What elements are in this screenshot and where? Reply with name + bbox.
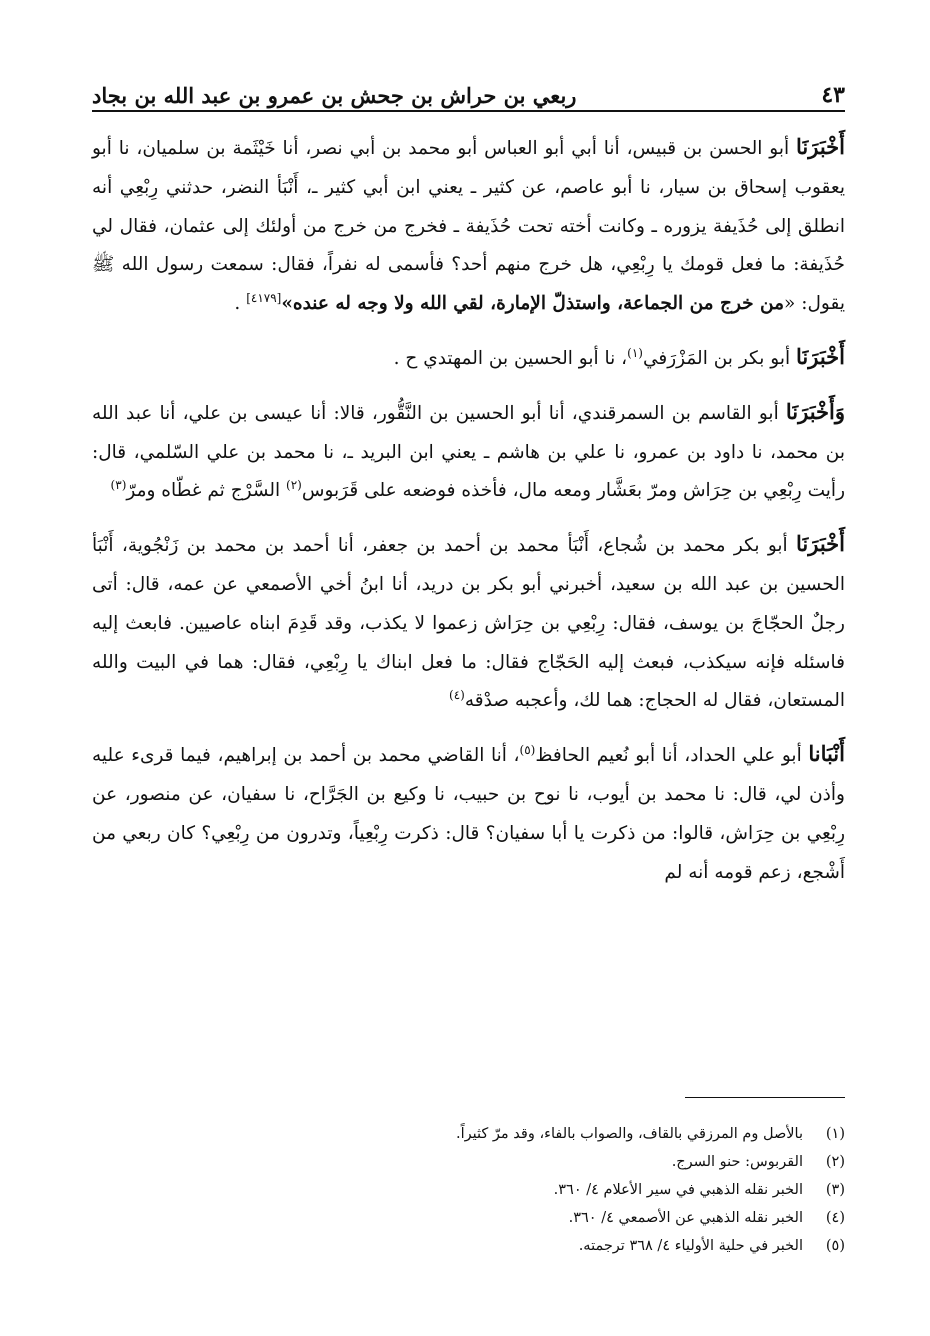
footnote-number: (٣) <box>825 1182 845 1198</box>
paragraph-text: أبو علي الحداد، أنا أبو نُعيم الحافظ <box>535 745 809 767</box>
paragraph-rest: ، أنا القاضي محمد بن أحمد بن إبراهيم، فيما قرىء عليه وأذن لي، قال: نا محمد بن أيوب، نا نوح بن حبيب، نا وكيع بن الجَرَّاح، نا سفيان، عن منصور، عن رِبْعِي بن حِرَاش، قالوا: من ذكرت يا أبا سفيان؟ قال: ذكرت رِبْعِياً، وتدرون من رِبْعِي؟ كان ربعي من أَشْجع، زعم قومه أنه لم <box>92 745 845 883</box>
footnote-marker: (١) <box>627 345 643 360</box>
footnote-marker: (٤) <box>449 688 465 703</box>
footnote-marker: (٣) <box>110 478 127 493</box>
footnote-3 <box>92 1176 845 1204</box>
running-title: ربعي بن حراش بن جحش بن عمرو بن عبد الله بن بجاد <box>92 83 577 108</box>
footnote-1 <box>92 1120 845 1148</box>
footnote-rule <box>685 1097 845 1098</box>
footnote-number: (٤) <box>825 1210 845 1226</box>
paragraph-end: . <box>234 293 247 315</box>
paragraph-lead: أَخْبَرَنَا <box>796 343 845 369</box>
hadith-quote: من خرج من الجماعة، واستذلّ الإمارة، لقي الله ولا وجه له عنده <box>292 293 785 315</box>
paragraph-text: أبو القاسم بن السمرقندي، أنا أبو الحسين بن النَّقُّور، قالا: أنا عيسى بن علي، أنا عبد الله بن محمد، نا داود بن عمرو، نا علي بن هاشم ـ يعني ابن البريد ـ، نا محمد بن علي السّلمي، قال: رأيت رِبْعِي بن حِرَاش ومرّ بعَشَّار ومعه مال، فأخذه فوضعه على قَرَبوس <box>92 402 845 502</box>
paragraph-5 <box>92 735 845 892</box>
paragraph-lead: أَنْبَانا <box>808 741 845 767</box>
footnote-text: الخبر في حلية الأولياء ٤/ ٣٦٨ ترجمته. <box>578 1238 803 1254</box>
paragraph-2 <box>92 338 845 379</box>
footnote-number: (٥) <box>825 1238 845 1254</box>
footnote-4 <box>92 1204 845 1232</box>
paragraph-lead: وَأَخْبَرَنَا <box>785 398 845 424</box>
paragraph-rest: السَّرْج ثم غطّاه ومرّ <box>126 480 287 502</box>
paragraph-lead: أَخْبَرَنَا <box>796 531 845 557</box>
footnote-text: القربوس: حنو السرج. <box>671 1154 803 1170</box>
footnote-text: الخبر نقله الذهبي عن الأصمعي ٤/ ٣٦٠. <box>568 1210 803 1226</box>
paragraph-3 <box>92 393 845 511</box>
paragraph-4 <box>92 525 845 721</box>
paragraph-lead: أَخْبَرَنَا <box>796 134 845 159</box>
footnote-number: (١) <box>825 1126 845 1142</box>
paragraph-1 <box>92 128 845 324</box>
paragraph-text: أبو بكر بن المَزْرَفي <box>642 347 797 369</box>
paragraph-text: أبو الحسن بن قبيس، أنا أبي أبو العباس أبو محمد بن أبي نصر، أنا خَيْثَمة بن سلميان، نا أبو يعقوب إسحاق بن سيار، نا أبو عاصم، عن كثير ـ يعني ابن أبي كثير ـ، أَنْبَأ النضر، حدثني رِبْعِي أنه انطلق إلى حُذَيفة يزوره ـ وكانت أخته تحت حُذَيفة ـ فخرج من خرج من أولئك إلى عثمان، فقال لي حُذَيفة: ما فعل قومك يا رِبْعِي، هل خرج منهم أحد؟ فأسمى له نفراً، فقال: سمعت رسول الله ﷺ يقول: « <box>92 138 845 315</box>
page-header <box>92 68 845 108</box>
page-number: ٤٣ <box>821 82 845 108</box>
footnote-marker: (٥) <box>519 743 536 757</box>
quote-close: » <box>281 293 293 315</box>
footnotes <box>92 1120 845 1260</box>
main-text <box>92 128 845 906</box>
footnote-marker: (٢) <box>286 478 302 493</box>
footnote-2 <box>92 1148 845 1176</box>
footnote-number: (٢) <box>825 1154 845 1170</box>
header-rule <box>92 110 845 112</box>
footnote-text: الخبر نقله الذهبي في سير الأعلام ٤/ ٣٦٠. <box>553 1182 803 1198</box>
paragraph-text: أبو بكر محمد بن شُجاع، أَنْبَأ محمد بن أحمد بن جعفر، أنا أحمد بن محمد بن زَنْجُوية، أَنْبَأ الحسين بن عبد الله بن سعيد، أخبرني أبو بكر بن دريد، أنا ابنُ أخي الأصمعي عن عمه، قال: أتى رجلٌ الحجّاجَ بن يوسف، فقال: رِبْعِي بن حِرَاش زعموا لا يكذب، وقد قَدِمَ ابناه عاصيين. فابعث إليه فاسئله فإنه سيكذب، فبعث إليه الحَجّاج فقال: ما فعل ابناك يا رِبْعِي، فقال: هما في البيت والله المستعان، فقال له الحجاج: هما لك، وأعجبه صدْقه <box>92 535 845 712</box>
footnote-5 <box>92 1232 845 1260</box>
footnote-text: بالأصل وم المرزقي بالقاف، والصواب بالفاء، وقد مرّ كثيراً. <box>456 1126 803 1142</box>
hadith-reference: [٤١٧٩] <box>246 291 282 306</box>
paragraph-rest: ، نا أبو الحسين بن المهتدي ح . <box>393 347 628 369</box>
